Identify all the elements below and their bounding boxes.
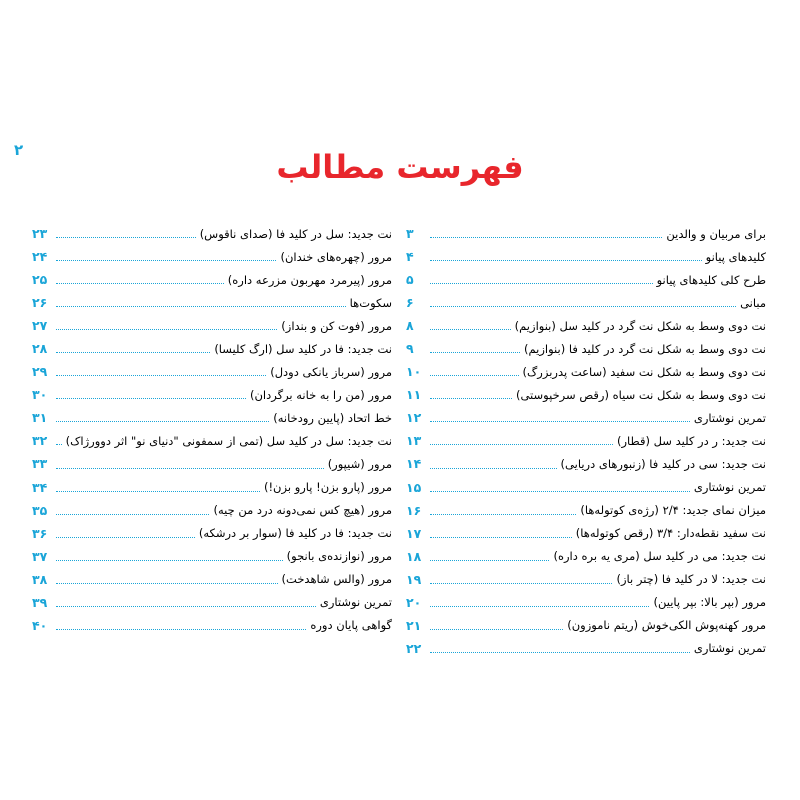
dot-leader <box>56 583 278 584</box>
toc-entry-title: مرور (والس شاهدخت) <box>281 572 392 587</box>
toc-entry-page-number: ۱۹ <box>406 571 422 587</box>
toc-entry-page-number: ۳۴ <box>32 479 48 495</box>
toc-entry-page-number: ۱۳ <box>406 433 422 449</box>
dot-leader <box>56 352 210 353</box>
toc-entry[interactable] <box>406 499 766 522</box>
toc-entry[interactable] <box>406 614 766 637</box>
toc-entry-title: نت دوی وسط به شکل نت گرد در کلید فا (بنوازیم) <box>524 341 766 356</box>
toc-entry-title: تمرین نوشتاری <box>693 480 766 495</box>
toc-entry[interactable] <box>32 383 392 406</box>
dot-leader <box>430 398 512 399</box>
toc-entry[interactable] <box>406 245 766 268</box>
toc-entry-title: مرور (بپر بالا: بپر پایین) <box>653 595 766 610</box>
dot-leader <box>56 329 277 330</box>
dot-leader <box>56 283 224 284</box>
dot-leader <box>56 237 196 238</box>
toc-entry[interactable] <box>406 591 766 614</box>
dot-leader <box>56 421 269 422</box>
dot-leader <box>430 444 613 445</box>
toc-entry[interactable] <box>32 499 392 522</box>
toc-entry[interactable] <box>406 314 766 337</box>
toc-entry[interactable] <box>32 476 392 499</box>
toc-entry-title: مرور (من را به خانه برگردان) <box>250 387 392 402</box>
dot-leader <box>56 260 276 261</box>
toc-entry[interactable] <box>406 637 766 660</box>
toc-entry[interactable] <box>406 406 766 429</box>
toc-entry[interactable] <box>406 476 766 499</box>
toc-entry-page-number: ۳۱ <box>32 410 48 426</box>
dot-leader <box>430 606 649 607</box>
toc-entry-page-number: ۲۷ <box>32 318 48 334</box>
toc-entry-page-number: ۵ <box>406 272 414 288</box>
toc-entry[interactable] <box>32 222 392 245</box>
dot-leader <box>56 537 195 538</box>
dot-leader <box>56 468 324 469</box>
dot-leader <box>430 375 519 376</box>
dot-leader <box>430 237 662 238</box>
toc-entry[interactable] <box>32 406 392 429</box>
toc-entry-title: نت جدید: سل در کلید فا (صدای ناقوس) <box>199 226 392 241</box>
toc-entry-page-number: ۱۸ <box>406 548 422 564</box>
dot-leader <box>430 468 557 469</box>
dot-leader <box>56 606 316 607</box>
toc-entry-page-number: ۳۵ <box>32 502 48 518</box>
toc-entry[interactable] <box>32 568 392 591</box>
toc-entry-page-number: ۴۰ <box>32 617 48 633</box>
toc-entry-page-number: ۲۲ <box>406 640 422 656</box>
toc-entry-title: نت جدید: لا در کلید فا (چتر باز) <box>616 572 766 587</box>
toc-entry-title: مرور (هیچ کس نمی‌دونه درد من چیه) <box>213 503 392 518</box>
toc-entry-page-number: ۳۸ <box>32 571 48 587</box>
toc-entry-page-number: ۴ <box>406 249 414 265</box>
toc-left-column <box>32 222 392 637</box>
dot-leader <box>430 537 572 538</box>
toc-entry-title: نت جدید: سی در کلید فا (زنبورهای دریایی) <box>560 456 766 471</box>
dot-leader <box>430 260 702 261</box>
toc-entry[interactable] <box>406 268 766 291</box>
toc-entry-title: مبانی <box>740 295 766 310</box>
toc-entry[interactable] <box>32 268 392 291</box>
toc-entry-page-number: ۳۳ <box>32 456 48 472</box>
toc-entry[interactable] <box>406 452 766 475</box>
toc-entry-page-number: ۳۷ <box>32 548 48 564</box>
toc-entry[interactable] <box>32 614 392 637</box>
dot-leader <box>430 306 736 307</box>
dot-leader <box>430 583 612 584</box>
toc-entry[interactable] <box>32 429 392 452</box>
toc-entry-page-number: ۱۵ <box>406 479 422 495</box>
toc-entry-title: کلیدهای پیانو <box>705 249 766 264</box>
toc-entry-title: تمرین نوشتاری <box>693 410 766 425</box>
toc-entry-page-number: ۱۶ <box>406 502 422 518</box>
toc-entry-title: نت دوی وسط به شکل نت سفید (ساعت پدربزرگ) <box>522 364 766 379</box>
toc-entry-title: برای مربیان و والدین <box>666 226 766 241</box>
toc-entry-page-number: ۲۸ <box>32 341 48 357</box>
dot-leader <box>430 421 690 422</box>
dot-leader <box>430 514 576 515</box>
toc-entry[interactable] <box>406 522 766 545</box>
toc-entry-title: مرور (سرباز یانکی دودل) <box>270 364 392 379</box>
toc-entry-page-number: ۹ <box>406 341 414 357</box>
toc-entry[interactable] <box>406 337 766 360</box>
page-title: فهرست مطالب <box>276 148 524 186</box>
toc-entry[interactable] <box>406 222 766 245</box>
toc-entry-title: نت جدید: می در کلید سل (مری یه بره داره) <box>553 549 766 564</box>
toc-entry[interactable] <box>406 545 766 568</box>
toc-entry[interactable] <box>32 452 392 475</box>
toc-entry-title: گواهی پایان دوره <box>310 618 392 633</box>
toc-entry-title: سکوت‌ها <box>349 295 392 310</box>
toc-entry[interactable] <box>32 360 392 383</box>
dot-leader <box>56 560 283 561</box>
dot-leader <box>56 375 266 376</box>
toc-entry-page-number: ۳۶ <box>32 525 48 541</box>
toc-entry-page-number: ۲۱ <box>406 617 422 633</box>
toc-entry-page-number: ۲۳ <box>32 226 48 242</box>
dot-leader <box>56 306 346 307</box>
toc-entry-title: خط اتحاد (پایین رودخانه) <box>273 410 392 425</box>
toc-entry-page-number: ۲۴ <box>32 249 48 265</box>
toc-entry-title: مرور (پارو بزن! پارو بزن!) <box>263 480 392 495</box>
toc-entry-title: مرور (پیرمرد مهربون مزرعه داره) <box>227 272 392 287</box>
toc-entry[interactable] <box>32 337 392 360</box>
dot-leader <box>56 491 260 492</box>
toc-entry-page-number: ۱۴ <box>406 456 422 472</box>
toc-entry[interactable] <box>406 360 766 383</box>
toc-entry-page-number: ۲۰ <box>406 594 422 610</box>
toc-entry-page-number: ۶ <box>406 295 414 311</box>
toc-entry-title: مرور (نوازنده‌ی بانجو) <box>286 549 392 564</box>
toc-entry-title: نت جدید: فا در کلید فا (سوار بر درشکه) <box>198 526 392 541</box>
dot-leader <box>56 514 209 515</box>
toc-entry-title: نت جدید: فا در کلید سل (ارگ کلیسا) <box>214 341 392 356</box>
toc-entry-page-number: ۲۵ <box>32 272 48 288</box>
toc-entry-page-number: ۱۷ <box>406 525 422 541</box>
toc-entry[interactable] <box>32 291 392 314</box>
dot-leader <box>430 491 690 492</box>
toc-entry-page-number: ۱۰ <box>406 364 422 380</box>
toc-entry-page-number: ۳ <box>406 226 414 242</box>
toc-entry[interactable] <box>32 245 392 268</box>
toc-entry-title: مرور (فوت کن و بنداز) <box>281 318 392 333</box>
page-number: ۲ <box>14 141 24 159</box>
toc-entry-page-number: ۳۲ <box>32 433 48 449</box>
toc-entry-title: تمرین نوشتاری <box>319 595 392 610</box>
toc-entry-page-number: ۳۰ <box>32 387 48 403</box>
toc-entry[interactable] <box>32 545 392 568</box>
dot-leader <box>56 398 246 399</box>
toc-entry-title: نت سفید نقطه‌دار: ۳/۴ (رقص کوتوله‌ها) <box>575 526 766 541</box>
toc-entry-title: نت جدید: سل در کلید سل (تمی از سمفونی "دنیای نو" اثر دوورژاک) <box>65 433 392 448</box>
toc-entry-page-number: ۱۱ <box>406 387 422 403</box>
toc-entry[interactable] <box>406 291 766 314</box>
dot-leader <box>56 629 306 630</box>
toc-entry-title: نت دوی وسط به شکل نت سیاه (رقص سرخپوستی) <box>515 387 766 402</box>
dot-leader <box>56 444 62 445</box>
dot-leader <box>430 329 511 330</box>
dot-leader <box>430 560 549 561</box>
toc-right-column <box>406 222 766 660</box>
toc-entry-page-number: ۲۹ <box>32 364 48 380</box>
toc-entry-page-number: ۸ <box>406 318 414 334</box>
toc-entry-title: نت جدید: ر در کلید سل (قطار) <box>616 433 766 448</box>
dot-leader <box>430 629 563 630</box>
toc-entry[interactable] <box>406 568 766 591</box>
toc-entry-title: تمرین نوشتاری <box>693 641 766 656</box>
dot-leader <box>430 352 520 353</box>
toc-entry-page-number: ۳۹ <box>32 594 48 610</box>
toc-entry[interactable] <box>32 522 392 545</box>
toc-entry[interactable] <box>406 429 766 452</box>
toc-entry-title: طرح کلی کلیدهای پیانو <box>656 272 766 287</box>
toc-entry[interactable] <box>406 383 766 406</box>
toc-entry[interactable] <box>32 314 392 337</box>
toc-entry-page-number: ۱۲ <box>406 410 422 426</box>
dot-leader <box>430 283 653 284</box>
toc-entry-title: مرور (شیپور) <box>327 456 392 471</box>
toc-entry-title: مرور (چهره‌های خندان) <box>280 249 392 264</box>
toc-entry[interactable] <box>32 591 392 614</box>
toc-entry-title: میزان نمای جدید: ۲/۴ (رژه‌ی کوتوله‌ها) <box>580 503 766 518</box>
toc-entry-page-number: ۲۶ <box>32 295 48 311</box>
toc-entry-title: نت دوی وسط به شکل نت گرد در کلید سل (بنوازیم) <box>514 318 766 333</box>
dot-leader <box>430 652 690 653</box>
toc-entry-title: مرور کهنه‌پوش الکی‌خوش (ریتم ناموزون) <box>567 618 766 633</box>
